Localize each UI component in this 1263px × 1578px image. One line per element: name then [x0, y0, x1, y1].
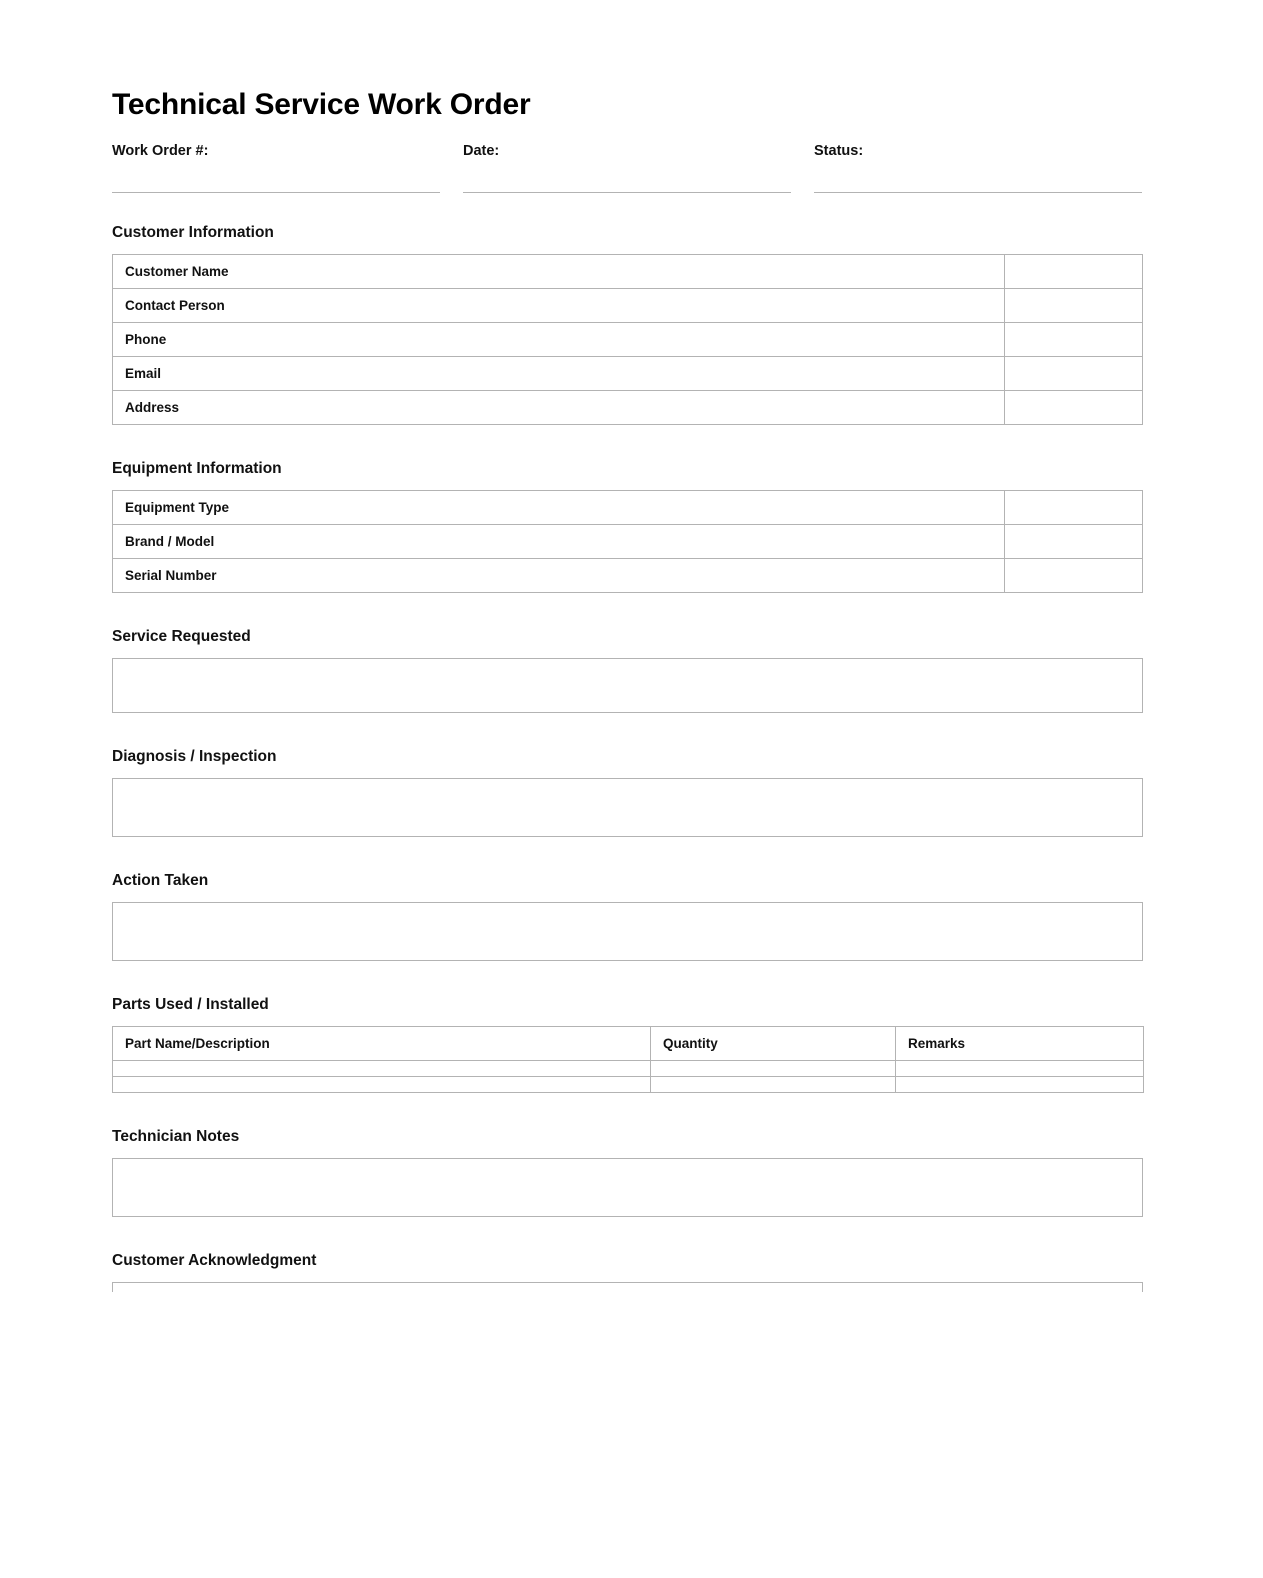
table-row	[113, 255, 1143, 289]
action-taken-textarea[interactable]	[112, 902, 1143, 961]
table-row	[113, 559, 1143, 593]
row-value-contact-person[interactable]	[1005, 289, 1143, 323]
table-row	[113, 491, 1143, 525]
row-value-address[interactable]	[1005, 391, 1143, 425]
table-row	[113, 289, 1143, 323]
row-value-serial-number[interactable]	[1005, 559, 1143, 593]
row-label-serial-number: Serial Number	[113, 559, 1005, 593]
row-label-equipment-type: Equipment Type	[113, 491, 1005, 525]
status-field	[814, 142, 1142, 193]
table-header-row	[113, 1027, 1144, 1061]
parts-used-table	[112, 1026, 1144, 1093]
row-label-brand-model: Brand / Model	[113, 525, 1005, 559]
section-heading-parts-used: Parts Used / Installed	[112, 996, 269, 1013]
header-meta-row	[112, 142, 1143, 193]
work-order-number-label: Work Order #:	[112, 143, 209, 159]
section-heading-customer-acknowledgment: Customer Acknowledgment	[112, 1252, 317, 1269]
row-value-phone[interactable]	[1005, 323, 1143, 357]
technician-notes-textarea[interactable]	[112, 1158, 1143, 1217]
column-header-quantity: Quantity	[651, 1027, 896, 1061]
column-header-remarks: Remarks	[896, 1027, 1144, 1061]
row-label-contact-person: Contact Person	[113, 289, 1005, 323]
row-label-customer-name: Customer Name	[113, 255, 1005, 289]
row-label-email: Email	[113, 357, 1005, 391]
cell-part-name[interactable]	[113, 1061, 651, 1077]
section-heading-equipment-information: Equipment Information	[112, 460, 282, 477]
form-content	[112, 0, 1143, 1292]
table-row	[113, 1077, 1144, 1093]
row-value-equipment-type[interactable]	[1005, 491, 1143, 525]
cell-quantity[interactable]	[651, 1077, 896, 1093]
row-value-customer-name[interactable]	[1005, 255, 1143, 289]
table-row	[113, 1061, 1144, 1077]
table-row	[113, 357, 1143, 391]
cell-remarks[interactable]	[896, 1077, 1144, 1093]
date-field	[463, 142, 791, 193]
cell-remarks[interactable]	[896, 1061, 1144, 1077]
row-value-email[interactable]	[1005, 357, 1143, 391]
status-input[interactable]	[814, 160, 1142, 193]
column-header-part-name: Part Name/Description	[113, 1027, 651, 1061]
section-heading-action-taken: Action Taken	[112, 872, 209, 889]
customer-information-table	[112, 254, 1143, 425]
work-order-number-input[interactable]	[112, 160, 440, 193]
row-label-address: Address	[113, 391, 1005, 425]
cell-part-name[interactable]	[113, 1077, 651, 1093]
page-title: Technical Service Work Order	[112, 88, 531, 121]
section-heading-diagnosis-inspection: Diagnosis / Inspection	[112, 748, 277, 765]
table-row	[113, 525, 1143, 559]
section-heading-technician-notes: Technician Notes	[112, 1128, 240, 1145]
section-heading-service-requested: Service Requested	[112, 628, 251, 645]
table-row	[113, 323, 1143, 357]
diagnosis-inspection-textarea[interactable]	[112, 778, 1143, 837]
row-value-brand-model[interactable]	[1005, 525, 1143, 559]
table-row	[113, 391, 1143, 425]
customer-acknowledgment-textarea[interactable]	[112, 1282, 1143, 1292]
date-label: Date:	[463, 143, 500, 159]
date-input[interactable]	[463, 160, 791, 193]
equipment-information-table	[112, 490, 1143, 593]
service-requested-textarea[interactable]	[112, 658, 1143, 713]
cell-quantity[interactable]	[651, 1061, 896, 1077]
section-heading-customer-information: Customer Information	[112, 224, 274, 241]
row-label-phone: Phone	[113, 323, 1005, 357]
status-label: Status:	[814, 143, 864, 159]
work-order-number-field	[112, 142, 440, 193]
